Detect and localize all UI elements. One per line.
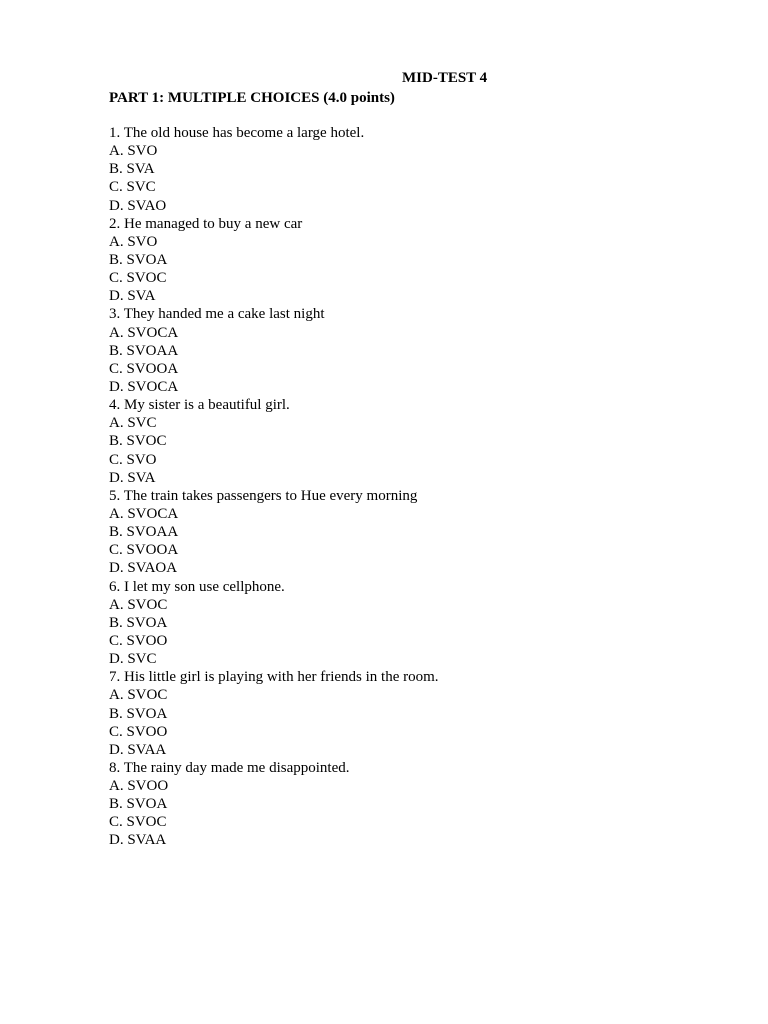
option-b: B. SVOC (109, 433, 167, 450)
option-b: B. SVOAA (109, 524, 179, 541)
document-title: MID-TEST 4 (402, 70, 488, 86)
option-c: C. SVOC (109, 270, 167, 287)
option-d: D. SVAA (109, 741, 167, 758)
question-8 (109, 759, 729, 850)
question-3 (109, 305, 729, 396)
question-1 (109, 124, 729, 215)
option-c: C. SVOO (109, 723, 168, 740)
option-d: D. SVOCA (109, 378, 179, 395)
question-2 (109, 215, 729, 306)
option-d: D. SVA (109, 469, 156, 486)
part-heading: PART 1: MULTIPLE CHOICES (4.0 points) (109, 90, 395, 106)
question-4 (109, 396, 729, 487)
option-d: D. SVAA (109, 832, 167, 849)
option-a: A. SVOCA (109, 324, 179, 341)
option-d: D. SVAO (109, 197, 167, 214)
option-b: B. SVOA (109, 796, 168, 813)
question-text: 1. The old house has become a large hotel. (109, 125, 365, 141)
question-7 (109, 668, 729, 759)
option-c: C. SVOO (109, 632, 168, 649)
question-text: 3. They handed me a cake last night (109, 306, 325, 323)
question-text: 7. His little girl is playing with her friends in the room. (109, 669, 439, 686)
option-a: A. SVO (109, 233, 158, 250)
option-a: A. SVOO (109, 778, 169, 795)
question-text: 2. He managed to buy a new car (109, 215, 303, 232)
option-d: D. SVC (109, 651, 157, 668)
option-c: C. SVO (109, 451, 157, 468)
option-a: A. SVOC (109, 687, 168, 704)
option-b: B. SVOA (109, 614, 168, 631)
question-text: 8. The rainy day made me disappointed. (109, 759, 350, 776)
option-a: A. SVOC (109, 596, 168, 613)
option-b: B. SVOAA (109, 342, 179, 359)
option-c: C. SVC (109, 179, 156, 196)
question-text: 5. The train takes passengers to Hue every morning (109, 487, 418, 504)
question-6 (109, 578, 729, 669)
option-b: B. SVOA (109, 251, 168, 268)
option-c: C. SVOOA (109, 542, 179, 559)
option-a: A. SVC (109, 415, 157, 432)
option-c: C. SVOC (109, 814, 167, 831)
option-a: A. SVOCA (109, 505, 179, 522)
question-text: 4. My sister is a beautiful girl. (109, 397, 290, 414)
option-a: A. SVO (109, 143, 158, 160)
question-list (109, 124, 729, 850)
question-5 (109, 487, 729, 578)
option-c: C. SVOOA (109, 360, 179, 377)
question-text: 6. I let my son use cellphone. (109, 578, 285, 595)
option-d: D. SVA (109, 288, 156, 305)
option-b: B. SVOA (109, 705, 168, 722)
option-d: D. SVAOA (109, 560, 178, 577)
option-b: B. SVA (109, 161, 155, 178)
